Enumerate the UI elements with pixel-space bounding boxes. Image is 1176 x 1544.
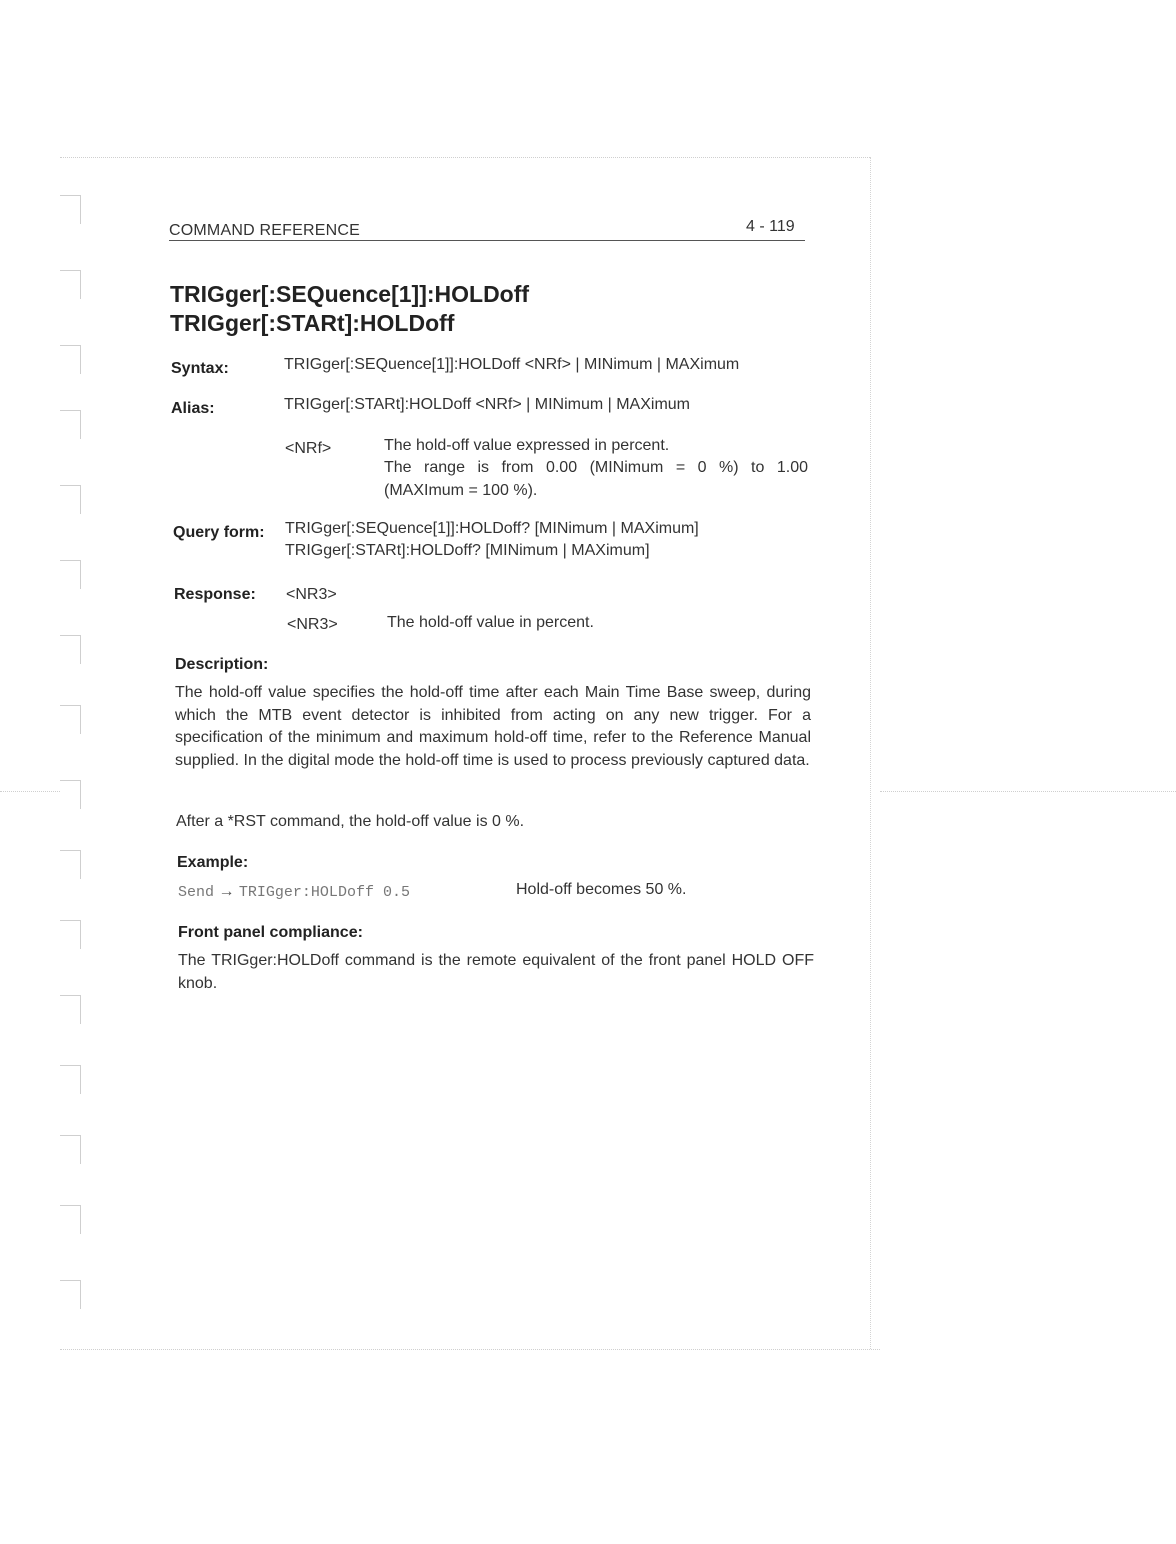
command-title-alias: TRIGger[:STARt]:HOLDoff: [170, 310, 455, 336]
parameter-desc-line2: The range is from 0.00 (MINimum = 0 %) to 1.00: [384, 459, 808, 476]
scan-midline-left: [0, 791, 60, 792]
query-form-label: Query form:: [173, 524, 265, 541]
description-reset-note: After a *RST command, the hold-off value is 0 %.: [176, 813, 525, 830]
front-panel-label: Front panel compliance:: [178, 924, 363, 941]
parameter-desc-line3: (MAXImum = 100 %).: [384, 482, 538, 499]
binder-mark: [60, 995, 81, 1024]
example-label: Example:: [177, 854, 249, 871]
example-result: Hold-off becomes 50 %.: [516, 881, 687, 898]
front-panel-text: The TRIGger:HOLDoff command is the remote equivalent of the front panel HOLD OFF knob.: [178, 952, 814, 992]
syntax-value: TRIGger[:SEQuence[1]]:HOLDoff <NRf> | MINimum | MAXimum: [284, 356, 740, 373]
binder-mark: [60, 1280, 81, 1309]
binder-mark: [60, 1065, 81, 1094]
example-command: TRIGger:HOLDoff 0.5: [238, 884, 410, 901]
parameter-desc-line1: The hold-off value expressed in percent.: [384, 437, 670, 454]
binder-mark: [60, 635, 81, 664]
binder-mark: [60, 1135, 81, 1164]
query-form-line1: TRIGger[:SEQuence[1]]:HOLDoff? [MINimum | MAXimum]: [285, 520, 699, 537]
response-label: Response:: [174, 586, 256, 603]
binder-mark: [60, 345, 81, 374]
parameter-name: <NRf>: [285, 440, 332, 457]
binder-mark: [60, 850, 81, 879]
binder-mark: [60, 1205, 81, 1234]
binder-mark: [60, 705, 81, 734]
description-paragraph: The hold-off value specifies the hold-off time after each Main Time Base sweep, during which the MTB event detector is inhibited from acting on any new trigger. For a specification of the minimum and maximum hold-off time, refer to the Reference Manual supplied. In the digital mode the hold-off time is used to process previously captured data.: [175, 684, 811, 769]
binder-mark: [60, 920, 81, 949]
alias-value: TRIGger[:STARt]:HOLDoff <NRf> | MINimum | MAXimum: [284, 396, 691, 413]
description-label: Description:: [175, 656, 269, 673]
syntax-label: Syntax:: [171, 360, 229, 377]
response-param-name: <NR3>: [287, 616, 338, 633]
alias-label: Alias:: [171, 400, 215, 417]
binder-mark: [60, 270, 81, 299]
example-send: Send: [178, 884, 215, 901]
section-header: COMMAND REFERENCE: [169, 222, 360, 239]
scan-border-right: [870, 157, 871, 1349]
binder-mark: [60, 780, 81, 809]
binder-mark: [60, 560, 81, 589]
binder-mark: [60, 195, 81, 224]
response-param-desc: The hold-off value in percent.: [387, 614, 594, 631]
binder-mark: [60, 410, 81, 439]
response-value: <NR3>: [286, 586, 337, 603]
example-command-line: [178, 883, 410, 901]
scan-midline-right: [880, 791, 1176, 792]
binder-mark: [60, 485, 81, 514]
command-title: TRIGger[:SEQuence[1]]:HOLDoff: [170, 281, 530, 307]
page-number: 4 - 119: [746, 218, 795, 235]
header-rule: [169, 240, 805, 241]
query-form-line2: TRIGger[:STARt]:HOLDoff? [MINimum | MAXimum]: [285, 542, 650, 559]
scan-border-bottom: [60, 1349, 880, 1350]
arrow-icon: →: [218, 883, 235, 900]
scan-border-top: [60, 157, 870, 158]
